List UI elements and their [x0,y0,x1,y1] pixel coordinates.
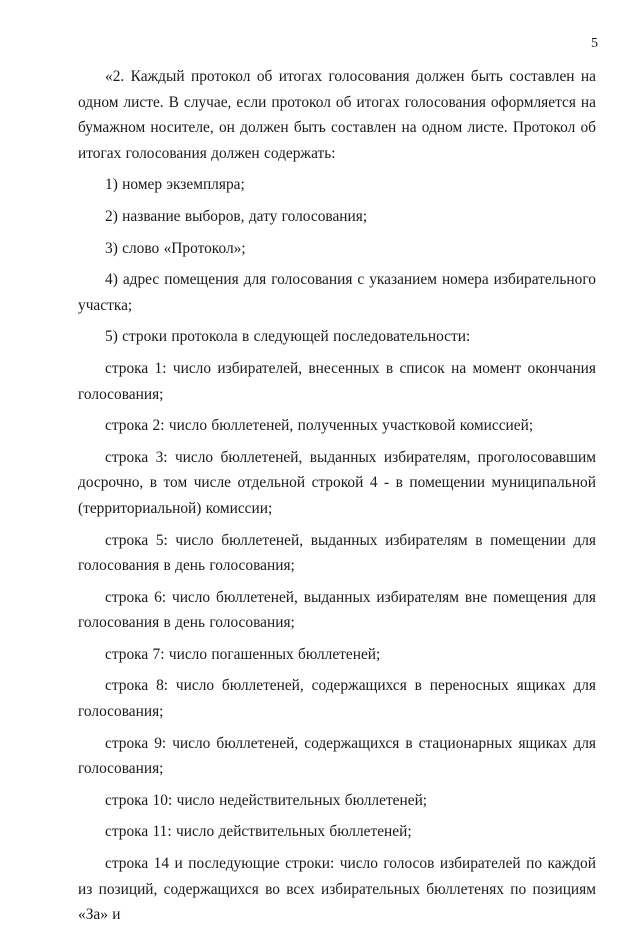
protocol-line-11: строка 11: число действительных бюллетеней; [105,823,412,841]
list-item-3: 3) слово «Протокол»; [105,239,246,257]
protocol-line-14: строка 14 и последующие строки: число голосов избирателей по каждой из позиций, содержащихся во всех избирательных бюллетенях по позициям «За» и [78,855,596,924]
document-body [78,64,596,934]
protocol-line-1: строка 1: число избирателей, внесенных в список на момент окончания голосования; [78,359,596,403]
protocol-line-5: строка 5: число бюллетеней, выданных избирателям в помещении для голосования в день голосования; [78,531,596,575]
protocol-line-3: строка 3: число бюллетеней, выданных избирателям, проголосовавшим досрочно, в том числе отдельной строкой 4 - в помещении муниципальной (территориальной) комиссии; [78,448,596,517]
list-item-5: 5) строки протокола в следующей последовательности: [105,328,471,346]
list-item-4: 4) адрес помещения для голосования с указанием номера избирательного участка; [78,271,596,314]
protocol-line-10: строка 10: число недействительных бюллетеней; [105,791,428,809]
protocol-line-2: строка 2: число бюллетеней, полученных участковой комиссией; [105,417,534,435]
protocol-line-8: строка 8: число бюллетеней, содержащихся в переносных ящиках для голосования; [78,677,596,721]
page-number: 5 [591,36,598,51]
protocol-line-9: строка 9: число бюллетеней, содержащихся в стационарных ящиках для голосования; [78,734,596,778]
protocol-line-6: строка 6: число бюллетеней, выданных избирателям вне помещения для голосования в день голосования; [78,588,596,632]
list-item-2: 2) название выборов, дату голосования; [105,207,368,225]
protocol-line-7: строка 7: число погашенных бюллетеней; [105,645,381,663]
paragraph-intro: «2. Каждый протокол об итогах голосования должен быть составлен на одном листе. В случае, если протокол об итогах голосования оформляется на бумажном носителе, он должен быть составлен на одном листе. Протокол об итогах голосования должен содержать: [78,68,596,162]
list-item-1: 1) номер экземпляра; [105,176,245,194]
